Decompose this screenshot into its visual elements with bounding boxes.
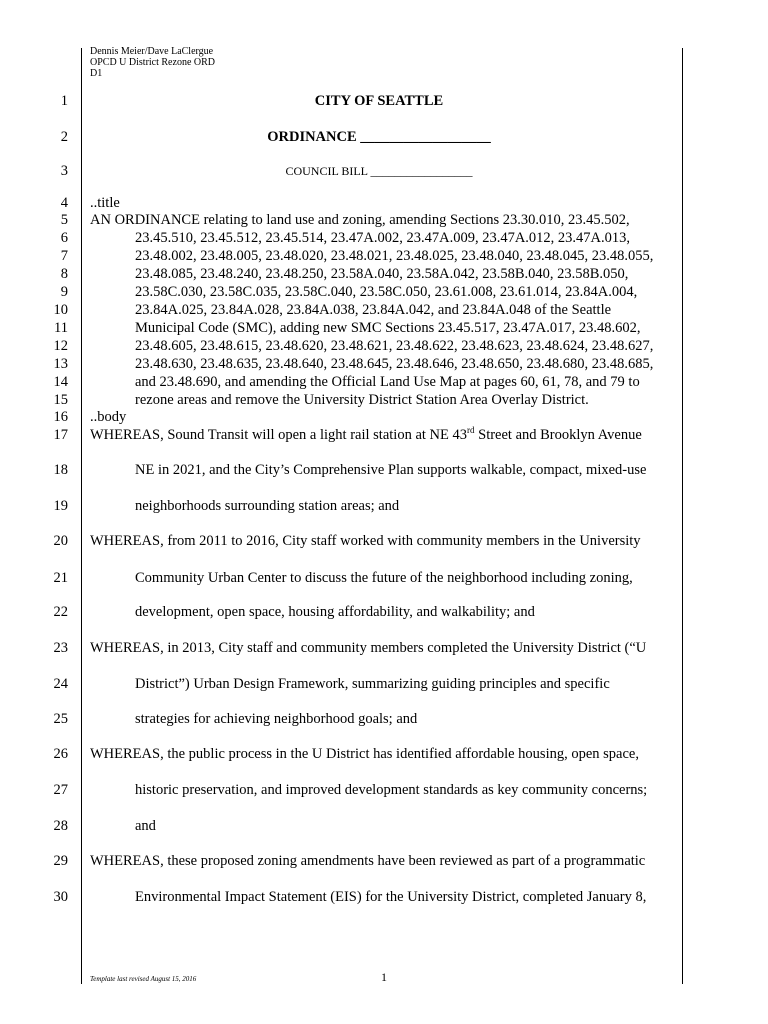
title-line: and 23.48.690, and amending the Official Land Use Map at pages 60, 61, 78, and 79 to bbox=[135, 374, 640, 390]
body-line: strategies for achieving neighborhood goals; and bbox=[135, 711, 418, 727]
line-number: 26 bbox=[53, 746, 68, 762]
title-line: AN ORDINANCE relating to land use and zoning, amending Sections 23.30.010, 23.45.502, bbox=[90, 212, 630, 228]
line-number: 13 bbox=[53, 356, 68, 372]
line-number: 9 bbox=[60, 284, 68, 300]
title-line: 23.48.085, 23.48.240, 23.48.250, 23.58A.040, 23.58A.042, 23.58B.040, 23.58B.050, bbox=[135, 266, 629, 282]
line-number: 12 bbox=[53, 338, 68, 354]
title-line: 23.48.630, 23.48.635, 23.48.640, 23.48.645, 23.48.646, 23.48.650, 23.48.680, 23.48.685, bbox=[135, 356, 654, 372]
line-number: 11 bbox=[54, 320, 68, 336]
body-line: Environmental Impact Statement (EIS) for the University District, completed January 8, bbox=[135, 889, 647, 905]
body-line: development, open space, housing affordability, and walkability; and bbox=[135, 604, 535, 620]
line-number: 19 bbox=[53, 498, 68, 514]
line-number: 5 bbox=[60, 212, 68, 228]
line-number: 18 bbox=[53, 462, 68, 478]
title-line: 23.58C.030, 23.58C.035, 23.58C.040, 23.58C.050, 23.61.008, 23.61.014, 23.84A.004, bbox=[135, 284, 638, 300]
title-marker: ..title bbox=[90, 195, 120, 211]
template-revision-note: Template last revised August 15, 2016 bbox=[90, 975, 197, 983]
author-line: Dennis Meier/Dave LaClergue bbox=[90, 46, 214, 57]
doc-ref-line: OPCD U District Rezone ORD bbox=[90, 57, 215, 68]
whereas-text: Street and Brooklyn Avenue bbox=[474, 427, 642, 443]
body-line: WHEREAS, in 2013, City staff and community members completed the University District (“U bbox=[90, 640, 647, 656]
line-number: 27 bbox=[53, 782, 68, 798]
body-line: District”) Urban Design Framework, summarizing guiding principles and specific bbox=[135, 676, 610, 692]
line-number: 24 bbox=[53, 676, 68, 692]
line-number: 28 bbox=[53, 818, 68, 834]
line-number: 3 bbox=[60, 163, 68, 179]
body-line: NE in 2021, and the City’s Comprehensive Plan supports walkable, compact, mixed-use bbox=[135, 462, 647, 478]
line-number: 25 bbox=[53, 711, 68, 727]
line-number: 6 bbox=[60, 230, 68, 246]
right-margin-rule bbox=[682, 48, 683, 984]
line-number: 22 bbox=[53, 604, 68, 620]
line-number: 23 bbox=[53, 640, 68, 656]
page-number: 1 bbox=[381, 970, 387, 984]
body-line: WHEREAS, these proposed zoning amendments have been reviewed as part of a programmatic bbox=[90, 853, 646, 869]
body-line: WHEREAS, from 2011 to 2016, City staff worked with community members in the University bbox=[90, 533, 641, 549]
body-line: and bbox=[135, 818, 156, 834]
document-header bbox=[90, 46, 215, 79]
body-marker: ..body bbox=[90, 409, 127, 425]
title-line: Municipal Code (SMC), adding new SMC Sections 23.45.517, 23.47A.017, 23.48.602, bbox=[135, 320, 641, 336]
line-number: 20 bbox=[53, 533, 68, 549]
line-number: 1 bbox=[60, 93, 68, 109]
line-number: 14 bbox=[53, 374, 68, 390]
title-line: 23.45.510, 23.45.512, 23.45.514, 23.47A.002, 23.47A.009, 23.47A.012, 23.47A.013, bbox=[135, 230, 631, 246]
line-number: 17 bbox=[53, 427, 68, 443]
line-number: 29 bbox=[53, 853, 68, 869]
line-number: 15 bbox=[53, 392, 68, 408]
line-number: 21 bbox=[53, 570, 68, 586]
draft-line: D1 bbox=[90, 68, 103, 79]
title-line: rezone areas and remove the University District Station Area Overlay District. bbox=[135, 392, 589, 408]
line-number: 30 bbox=[53, 889, 68, 905]
line-number: 2 bbox=[60, 129, 68, 145]
city-heading: CITY OF SEATTLE bbox=[314, 93, 444, 109]
ordinance-heading: ORDINANCE __________________ bbox=[267, 129, 491, 145]
line-number: 7 bbox=[60, 248, 68, 264]
left-margin-rule bbox=[81, 48, 82, 984]
title-line: 23.48.002, 23.48.005, 23.48.020, 23.48.021, 23.48.025, 23.48.040, 23.48.045, 23.48.055, bbox=[135, 248, 654, 264]
title-line: 23.48.605, 23.48.615, 23.48.620, 23.48.621, 23.48.622, 23.48.623, 23.48.624, 23.48.627, bbox=[135, 338, 654, 354]
body-line: neighborhoods surrounding station areas; and bbox=[135, 498, 400, 514]
line-number: 8 bbox=[60, 266, 68, 282]
body-line: historic preservation, and improved development standards as key community concerns; bbox=[135, 782, 648, 798]
line-number: 10 bbox=[53, 302, 68, 318]
title-line: 23.84A.025, 23.84A.028, 23.84A.038, 23.84A.042, and 23.84A.048 of the Seattle bbox=[135, 302, 612, 318]
ordinal-suffix: rd bbox=[467, 425, 475, 436]
body-line: Community Urban Center to discuss the future of the neighborhood including zoning, bbox=[135, 570, 633, 586]
council-bill-heading: COUNCIL BILL _________________ bbox=[285, 164, 473, 178]
whereas-text: WHEREAS, Sound Transit will open a light rail station at NE 43 bbox=[90, 427, 467, 443]
line-number: 4 bbox=[60, 195, 68, 211]
body-line: WHEREAS, the public process in the U District has identified affordable housing, open space, bbox=[90, 746, 639, 762]
whereas-line bbox=[90, 427, 642, 444]
line-number: 16 bbox=[53, 409, 68, 425]
